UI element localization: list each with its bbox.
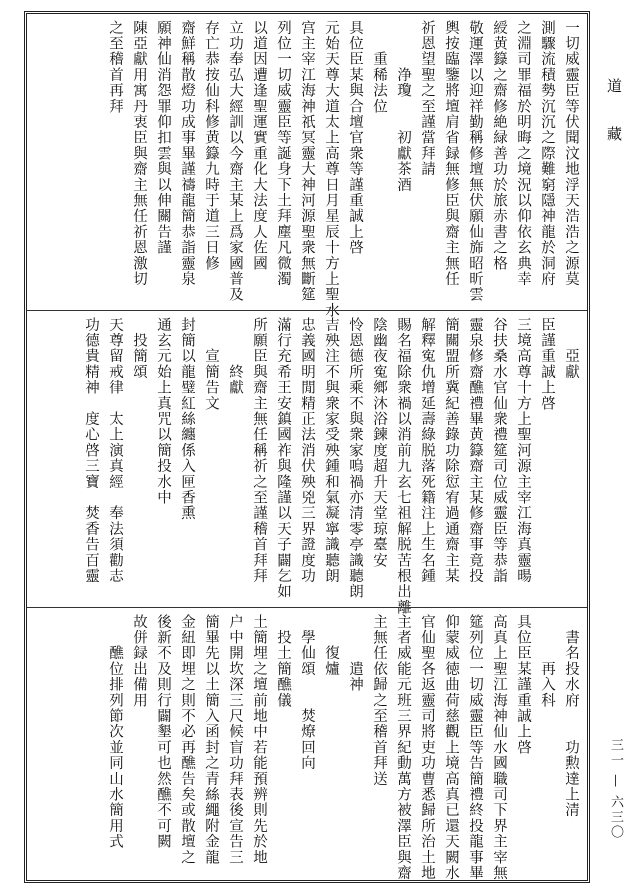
text-column: 投土簡醮儀 [275, 614, 291, 709]
text-column: 敬運澤以迎祥勤稱修壇無伏願仙旆昭昕雲 [467, 20, 483, 303]
text-column: 祈恩望聖之至謹當拜請 [419, 20, 435, 177]
text-column: 列位一切威靈臣等誕身下土拜塵凡微濁 [275, 20, 291, 287]
text-column: 主者威能元班三界紀動萬方被澤臣與齋 [395, 614, 411, 881]
text-column: 故併録出備用 [131, 614, 147, 709]
text-column: 天尊留戒律 太上演真經 奉法須勸志 [107, 317, 123, 584]
text-column: 後新不及則行闢墾可也然醮不可闕 [155, 614, 171, 850]
text-column: 滿行充希王安鎮國祚與隆謹以天子闢乞如 [275, 317, 291, 600]
text-column: 主無任依歸之至稽首拜送 [371, 614, 387, 787]
text-column: 所願臣與齋主無任稱祈之至謹稽首拜拜 [251, 317, 267, 584]
text-column: 高真上聖江海神仙水國職司下界主宰無 [491, 614, 507, 881]
text-column: 仰蒙威徳曲荷慈觀上境高真已還天闕水 [443, 614, 459, 881]
text-column: 亞獻 [563, 317, 579, 380]
text-column: 綬黄籙之齋修絶緑善功於旅赤書之格 [491, 20, 507, 272]
text-panel-bottom [33, 614, 581, 881]
section-divider [27, 607, 587, 608]
text-column: 簡畢先以土簡入函封之青絲繩附金龍 [203, 614, 219, 866]
text-column: 一切威靈臣等伏聞汶地浮天浩浩之源莫 [563, 20, 579, 287]
text-column: 齋鮮稱散燈功成事畢謹禱龍簡恭詣靈泉 [179, 20, 195, 287]
text-column: 願神仙消怨罪仰扣雲與以伸關告謹 [155, 20, 171, 256]
text-column: 官仙聖各返靈司將吏功曹悉歸所治土地 [419, 614, 435, 881]
text-column: 陰幽夜寃鄉沐浴鍊度超升天堂琼臺安 [371, 317, 387, 569]
text-column: 學仙頌 焚燎回向 [299, 614, 315, 771]
text-column: 谷扶桑水官仙衆禮筵司位威靈臣等恭詣 [491, 317, 507, 584]
text-column: 三境高尊十方上聖河源主宰江海真靈暘 [515, 317, 531, 584]
text-column: 之淵司罪福於明晦之境況以仰依玄典幸 [515, 20, 531, 287]
text-column: 宣簡告文 [203, 317, 219, 412]
text-column: 筵列位一切威靈臣等告簡禮終投龍事畢 [467, 614, 483, 881]
text-column: 測驟流積勢沉沉之際難窮隱神龍於洞府 [539, 20, 555, 287]
text-panel-top [33, 20, 581, 319]
text-column: 浄瓊 初獻茶酒 [395, 20, 411, 193]
book-title: 道 藏 [605, 78, 623, 155]
text-column: 以道因遭逢聖運實重化大法度人佐國 [251, 20, 267, 272]
text-column: 户中開坎深三尺候盲功拜表後宣告三 [227, 614, 243, 866]
text-column: 具位臣某謹重誠上啓 [515, 614, 531, 756]
section-divider [27, 310, 587, 311]
text-column: 吉殃注不與衆家受殃鍾和氣凝寧識聽朗 [323, 317, 339, 584]
text-column: 復爐 [323, 614, 339, 677]
text-column: 醮位排列節次並同山水簡用式 [107, 614, 123, 850]
page-number: 三一 — 六三〇 [608, 738, 623, 841]
text-column: 宫主宰江海神祇冥靈大神河源聖衆無斷筵 [299, 20, 315, 303]
text-column: 再入科 [539, 614, 555, 709]
text-column: 陳亞獻用寓丹衷臣與齋主無任祈恩激切 [131, 20, 147, 287]
text-column: 終獻 [227, 317, 243, 396]
text-column: 具位臣某與合壇官衆等謹重誠上啓 [347, 20, 363, 256]
text-column: 土簡埋之壇前地中若能預辨則先於地 [251, 614, 267, 866]
text-panel-middle [33, 317, 581, 616]
text-column: 簡關盟所冀紀善錄功除愆宥過通齋主某 [443, 317, 459, 584]
text-column: 書名投水府 功勲達上清 [563, 614, 579, 819]
text-column: 輿按臨鑒將壇肩省録無修臣與齋主無任 [443, 20, 459, 287]
text-column: 之至稽首再拜 [107, 20, 123, 115]
text-column: 投簡頌 [131, 317, 147, 380]
text-column: 封簡以龍璧紅絲纏係入匣香熏 [179, 317, 195, 522]
text-column: 賜名福除衆禍以消前九玄七祖解脱苦根出離 [395, 317, 411, 616]
text-column: 重稀法位 [371, 20, 387, 115]
text-column: 存亡恭按仙科修黄籙九時于道三日修 [203, 20, 219, 272]
text-column: 臣謹重誠上啓 [539, 317, 555, 412]
text-column: 元始天尊大道太上高尊日月星辰十方上聖水 [323, 20, 339, 319]
text-column: 忠義國明閒精正法消伏殃兇三界證度功 [299, 317, 315, 584]
text-column: 怜恩德所乘不與衆家嗚禍亦清零亭識聽朗 [347, 317, 363, 600]
text-column: 解釋寃仇增延壽綠脱落死籍注上生名鍾 [419, 317, 435, 584]
text-column: 通玄元始上真咒以簡投水中 [155, 317, 171, 506]
text-column: 功德貴精神 度心啓三寶 焚香告百靈 [83, 317, 99, 584]
text-column: 立功奉弘大經訓以今齋主某上爲家國普及 [227, 20, 243, 303]
text-column: 金紐即埋之則不必再醮告矣或散壇之 [179, 614, 195, 866]
text-column: 遣神 [347, 614, 363, 693]
text-column: 靈泉修齋醮禮畢黄籙齋主某修齋事竟投 [467, 317, 483, 584]
page-frame [24, 11, 590, 883]
